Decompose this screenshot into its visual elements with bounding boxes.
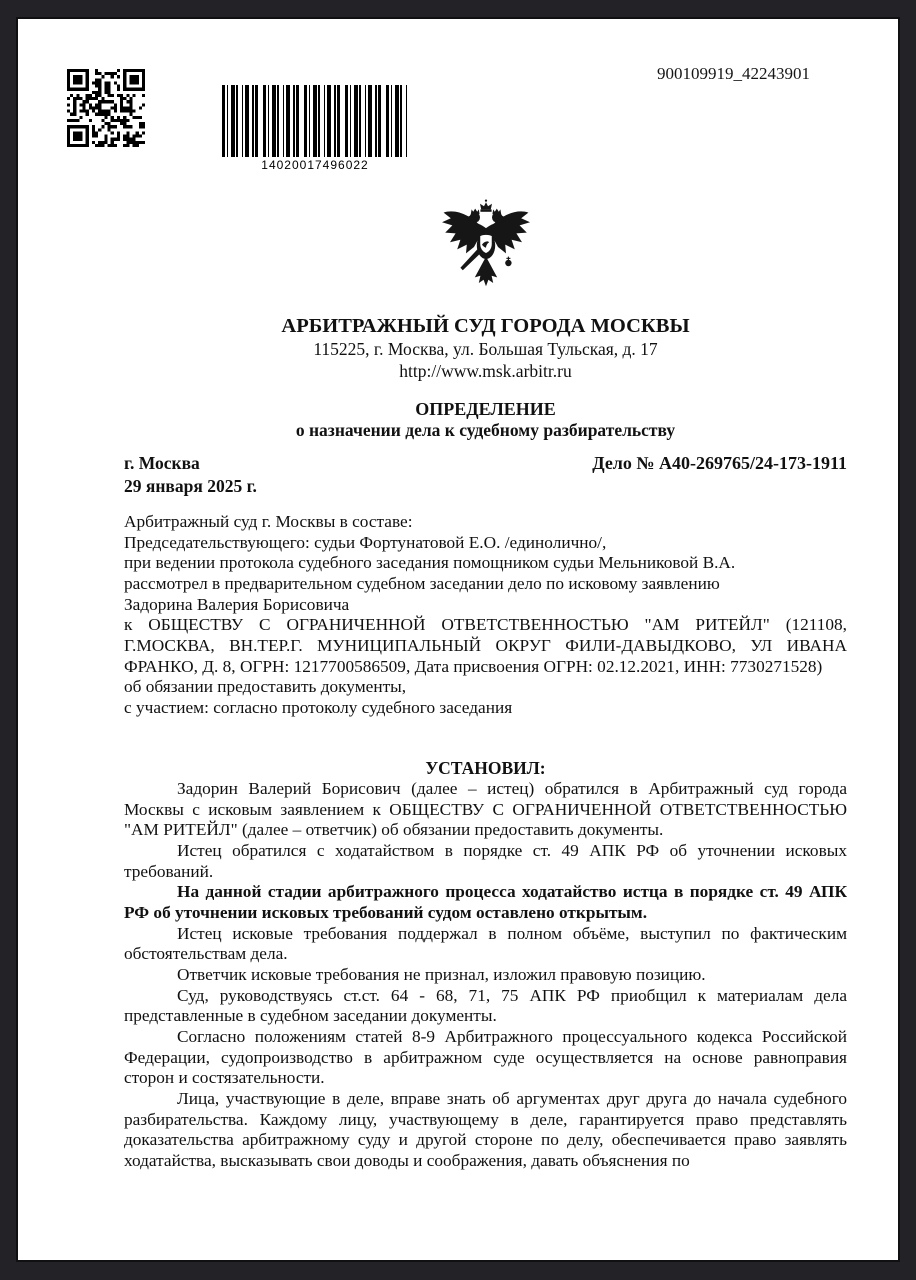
resolution-heading: УСТАНОВИЛ: [425,758,546,778]
case-composition-block [124,512,847,719]
body-paragraph-emphasized: На данной стадии арбитражного процесса ходатайство истца в порядке ст. 49 АПК РФ об уточнении исковых требований судом оставлено открытым. [124,882,847,922]
court-name: АРБИТРАЖНЫЙ СУД ГОРОДА МОСКВЫ [281,315,690,337]
document-subtitle: о назначении дела к судебному разбирательству [295,420,676,440]
court-address: 115225, г. Москва, ул. Большая Тульская, д. 17 [313,339,658,359]
body-paragraph: Ответчик исковые требования не признал, изложил правовую позицию. [177,964,706,984]
intro-line: Задорина Валерия Борисовича [124,594,350,614]
document-reference-number: 900109919_42243901 [657,64,810,83]
body-paragraph: Задорин Валерий Борисович (далее – истец) обратился в Арбитражный суд города Москвы с исковым заявлением к ОБЩЕСТВУ С ОГРАНИЧЕННОЙ ОТВЕТСТВЕННОСТЬЮ "АМ РИТЕЙЛ" (далее – ответчик) об обязании предоставить документы. [124,779,847,840]
body-paragraph: Истец обратился с ходатайством в порядке ст. 49 АПК РФ об уточнении исковых требований. [124,840,847,881]
intro-line: об обязании предоставить документы, [124,677,407,697]
barcode [220,85,410,172]
case-info-row [124,452,847,498]
case-place-and-date [124,452,257,498]
intro-line: Арбитражный суд г. Москвы в составе: [124,512,413,531]
barcode-number: 14020017496022 [261,158,369,172]
case-city: г. Москва [124,453,200,473]
coat-of-arms-icon [124,199,847,308]
intro-line: при ведении протокола судебного заседания помощником судьи Мельниковой В.А. [124,553,736,573]
body-paragraph: Истец исковые требования поддержал в полном объёме, выступил по фактическим обстоятельствам дела. [124,923,847,964]
body-paragraph: Согласно положениям статей 8-9 Арбитражного процессуального кодекса Российской Федерации, судопроизводство в арбитражном суде осуществляется на основе равноправия сторон и состязательности. [124,1026,847,1088]
intro-line: с участием: согласно протоколу судебного заседания [124,697,513,717]
qr-code-icon [66,69,146,147]
document-body [124,779,847,1171]
case-number: Дело № А40-269765/24-173-1911 [592,453,847,473]
intro-line: рассмотрел в предварительном судебном заседании дело по исковому заявлению [124,573,720,593]
document-page [16,17,900,1262]
body-paragraph: Суд, руководствуясь ст.ст. 64 - 68, 71, 75 АПК РФ приобщил к материалам дела представленные в судебном заседании документы. [124,985,847,1026]
intro-line: Председательствующего: судьи Фортунатовой Е.О. /единолично/, [124,532,607,552]
barcode-bars-icon [222,85,409,157]
document-type-title: ОПРЕДЕЛЕНИЕ [415,399,556,419]
intro-line-defendant: к ОБЩЕСТВУ С ОГРАНИЧЕННОЙ ОТВЕТСТВЕННОСТЬЮ "АМ РИТЕЙЛ" (121108, Г.МОСКВА, ВН.ТЕР.Г. МУНИЦИПАЛЬНЫЙ ОКРУГ ФИЛИ-ДАВЫДКОВО, УЛ ИВАНА ФРАНКО, Д. 8, ОГРН: 1217700586509, Дата присвоения ОГРН: 02.12.2021, ИНН: 7730271528) [124,615,847,676]
court-website: http://www.msk.arbitr.ru [399,361,572,381]
body-paragraph: Лица, участвующие в деле, вправе знать об аргументах друг друга до начала судебного разбирательства. Каждому лицу, участвующему в деле, гарантируется право представлять доказательства арбитражному суду и другой стороне по делу, обеспечивается право заявлять ходатайства, высказывать свои доводы и соображения, давать объяснения по [124,1088,847,1170]
case-date: 29 января 2025 г. [124,476,257,496]
